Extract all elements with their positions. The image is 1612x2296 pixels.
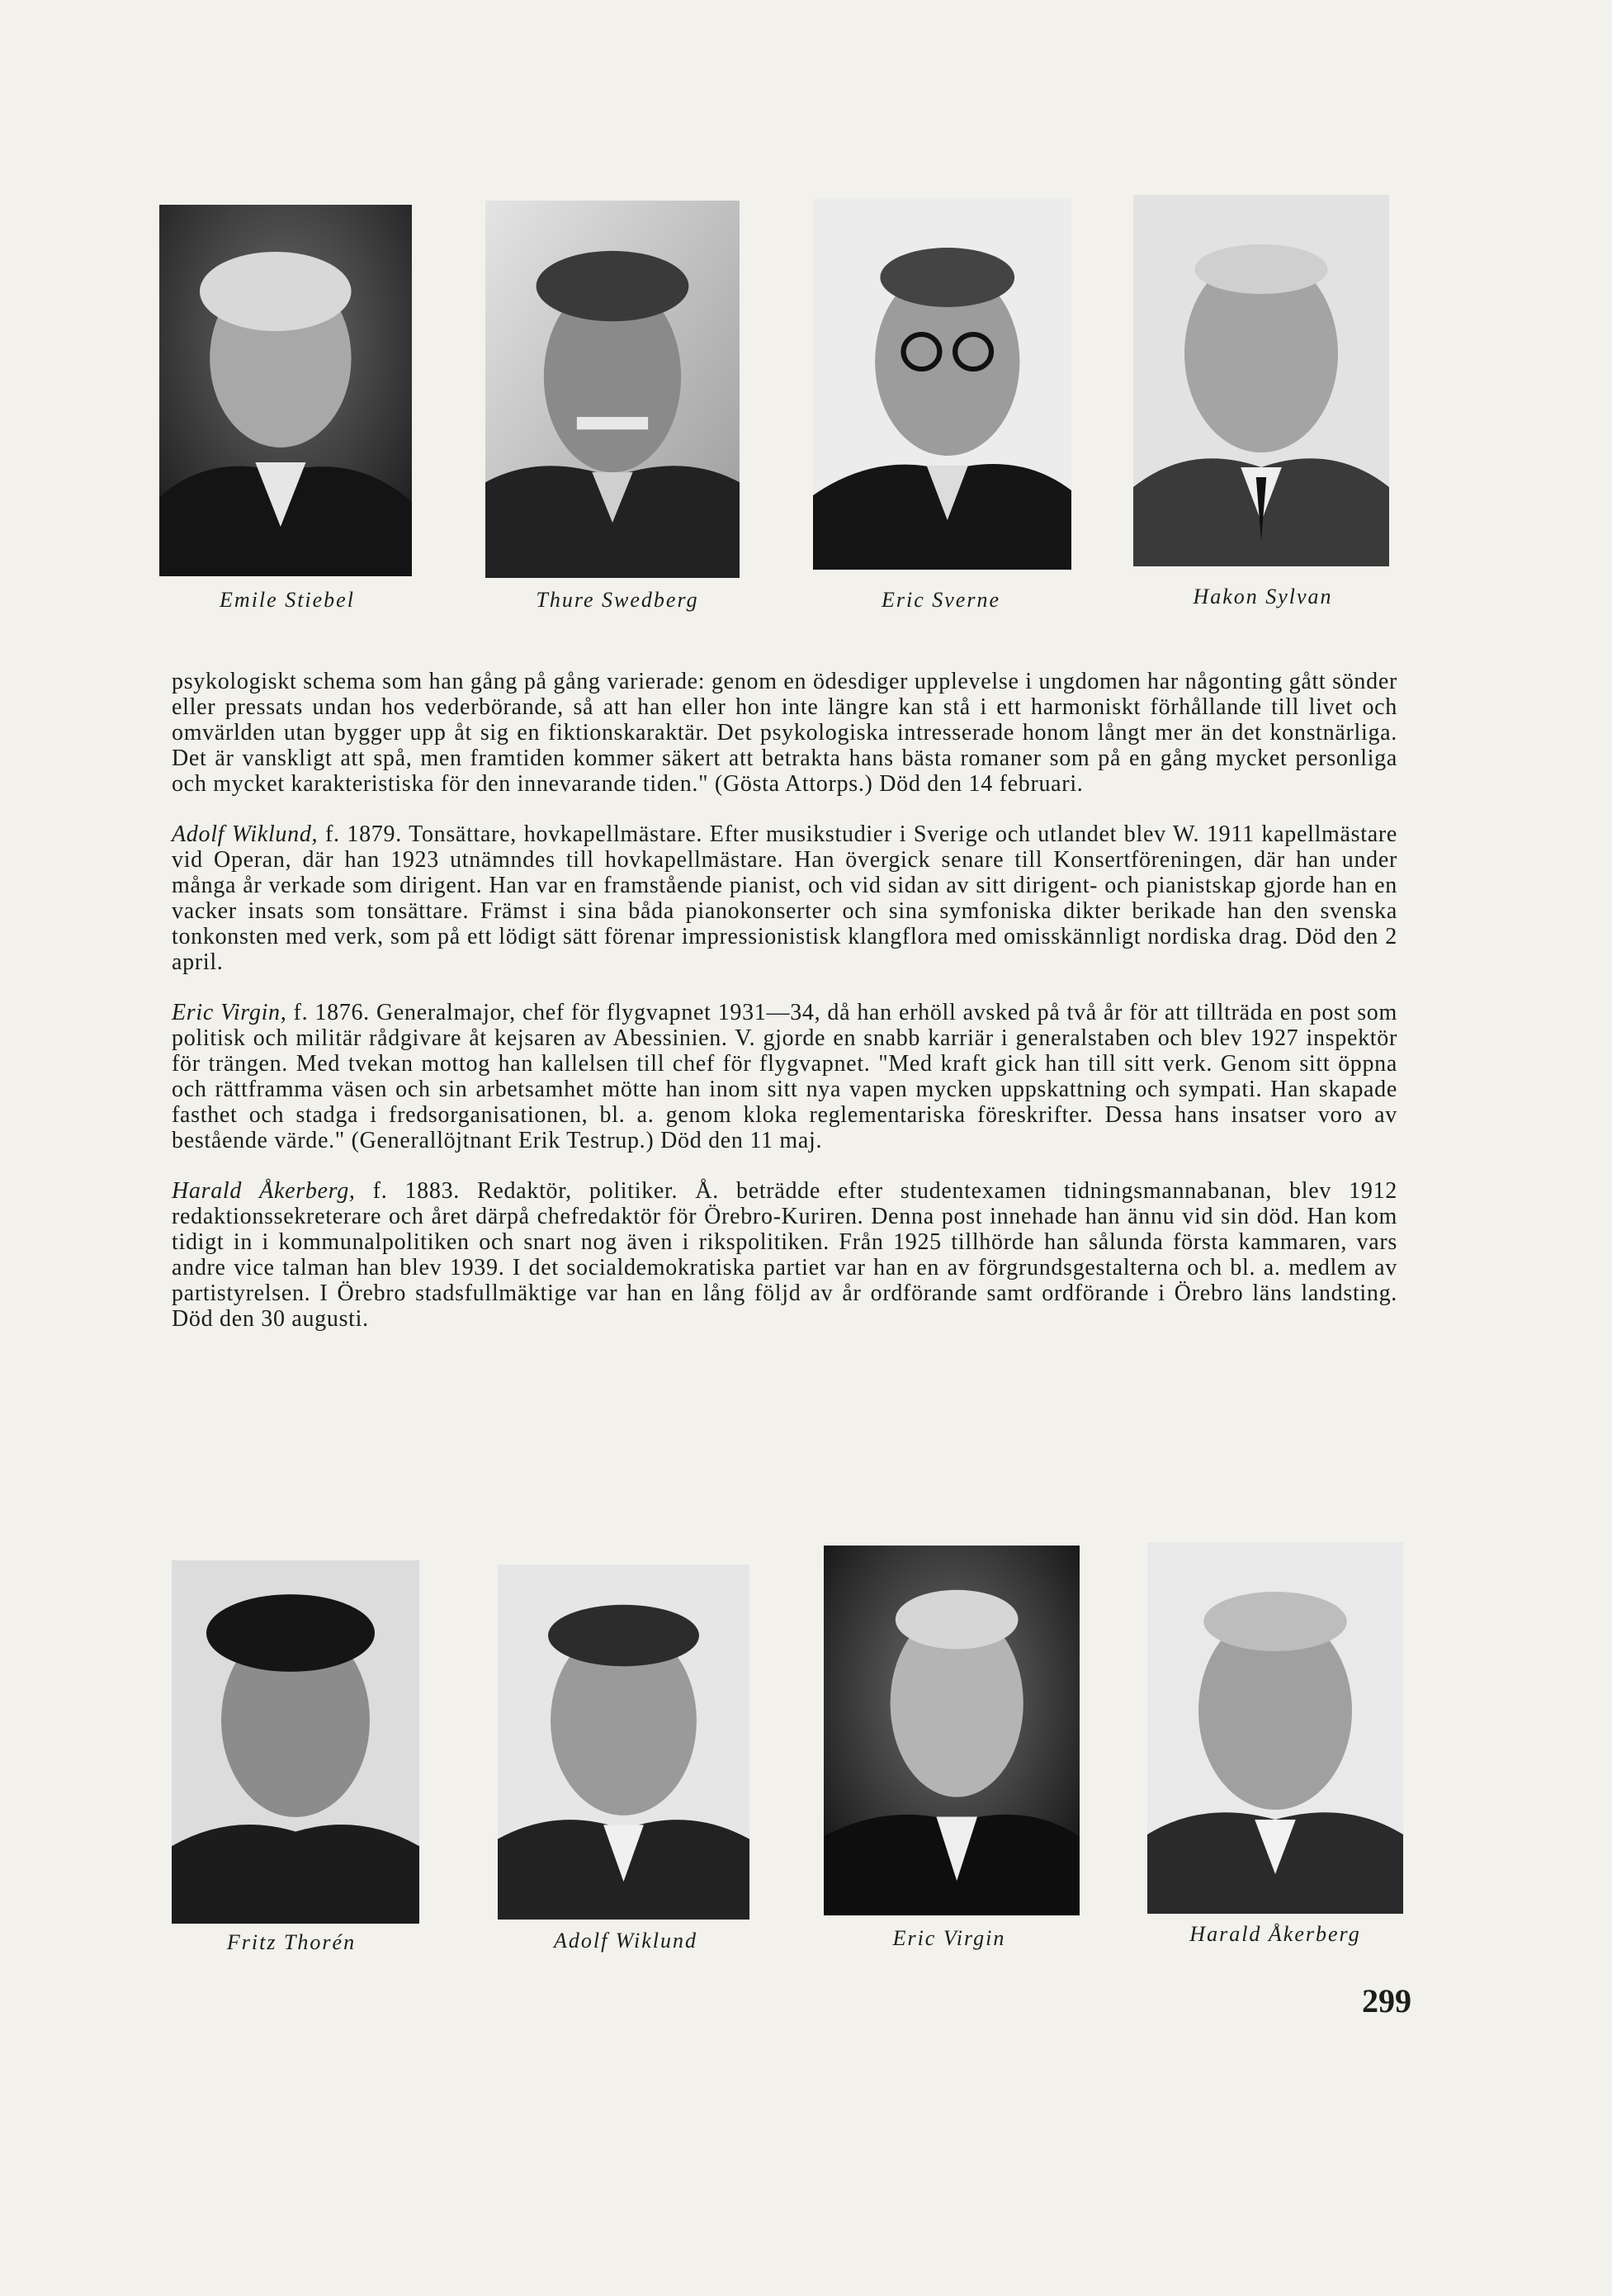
portrait-caption: Adolf Wiklund (553, 1929, 698, 1953)
page-number: 299 (1362, 1982, 1411, 2019)
entry-body: f. 1876. Generalmajor, chef för flygvapnet 1931—34, då han erhöll avsked på två år för att tillträda en post som politisk och militär rådgivare åt kejsaren av Abessinien. V. gjorde en snabb karriär i generalstaben och blev 1927 inspektör för trängen. Med tvekan mottog han kallelsen till chef för flygvapnet. "Med kraft gick han till sitt verk. Genom sitt öppna och rättframma väsen och sin arbetsamhet mötte han inom sitt nya vapen mycken uppskattning och sympati. Han skapade fasthet och stadga i fredsorganisationen, bl. a. genom kloka reglementariska föreskrifter. Dessa hans insatser voro av bestående värde." (Generallöjtnant Erik Testrup.) Död den 11 maj. (172, 1000, 1397, 1153)
portrait-caption: Emile Stiebel (220, 588, 355, 612)
portrait-photo-hakon-sylvan (1133, 195, 1389, 566)
portrait-photo-adolf-wiklund (498, 1565, 749, 1920)
portrait-caption: Thure Swedberg (536, 588, 699, 612)
paragraph-harald-akerberg (172, 1178, 1397, 1332)
paragraph-adolf-wiklund (172, 821, 1397, 975)
portrait-photo-harald-akerberg (1147, 1542, 1403, 1914)
paragraph-continuation: psykologiskt schema som han gång på gång varierade: genom en ödesdiger upplevelse i ungdomen har någonting gått sönder eller pressats undan hos vederbörande, så att han eller hon inte längre kan stå i ett harmoniskt förhållande till livet och omvärlden utan bygger upp åt sig en fiktionskaraktär. Det psykologiska intresserade honom långt mer än det konstnärliga. Det är vanskligt att spå, men framtiden kommer säkert att betrakta hans bästa romaner som på en gång mycket personliga och mycket karakteristiska för den innevarande tiden." (Gösta Attorps.) Död den 14 februari. (172, 669, 1397, 797)
portrait-photo-fritz-thoren (172, 1560, 419, 1924)
entry-body: f. 1883. Redaktör, politiker. Å. beträdde efter studentexamen tidningsmannabanan, blev 1912 redaktionssekreterare och året därpå chefredaktör för Örebro-Kuriren. Denna post innehade han ännu vid sin död. Han kom tidigt in i kommunalpolitiken och snart nog även i rikspolitiken. Från 1925 tillhörde han sålunda första kammaren, vars andre vice talman han blev 1939. I det socialdemokratiska partiet var han en av förgrundsgestalterna och bl. a. medlem av partistyrelsen. I Örebro stadsfullmäktige var han en lång följd av år ordförande samt ordförande i Örebro läns landsting. Död den 30 augusti. (172, 1178, 1397, 1332)
portrait-photo-eric-virgin (824, 1546, 1080, 1915)
entry-name: Harald Åkerberg, (172, 1178, 356, 1204)
portrait-caption: Harald Åkerberg (1189, 1922, 1361, 1946)
portrait-photo-eric-sverne (813, 198, 1071, 570)
portrait-photo-emile-stiebel (159, 205, 412, 576)
portrait-caption: Fritz Thorén (226, 1930, 357, 1954)
paragraph-eric-virgin (172, 1000, 1397, 1153)
portrait-caption: Hakon Sylvan (1193, 585, 1333, 608)
entry-body: f. 1879. Tonsättare, hovkapellmästare. Efter musikstudier i Sverige och utlandet blev W. 1911 kapellmästare vid Operan, där han 1923 utnämndes till hovkapellmästare. Han övergick senare till Konsertföreningen, där han under många år verkade som dirigent. Han var en framstående pianist, och vid sidan av sitt dirigent- och pianistskap gjorde han en vacker insats som tonsättare. Främst i sina båda pianokonserter och sina symfoniska dikter berikade han den svenska tonkonsten med verk, som på ett lödigt sätt förenar impressionistisk klangflora med omisskännligt nordiska drag. Död den 2 april. (172, 821, 1398, 975)
portrait-caption: Eric Virgin (892, 1926, 1006, 1950)
biography-text (172, 669, 1397, 1332)
entry-name: Eric Virgin, (172, 1000, 287, 1025)
portrait-caption: Eric Sverne (881, 588, 1000, 612)
portrait-photo-thure-swedberg (485, 201, 740, 578)
entry-name: Adolf Wiklund, (172, 821, 319, 847)
